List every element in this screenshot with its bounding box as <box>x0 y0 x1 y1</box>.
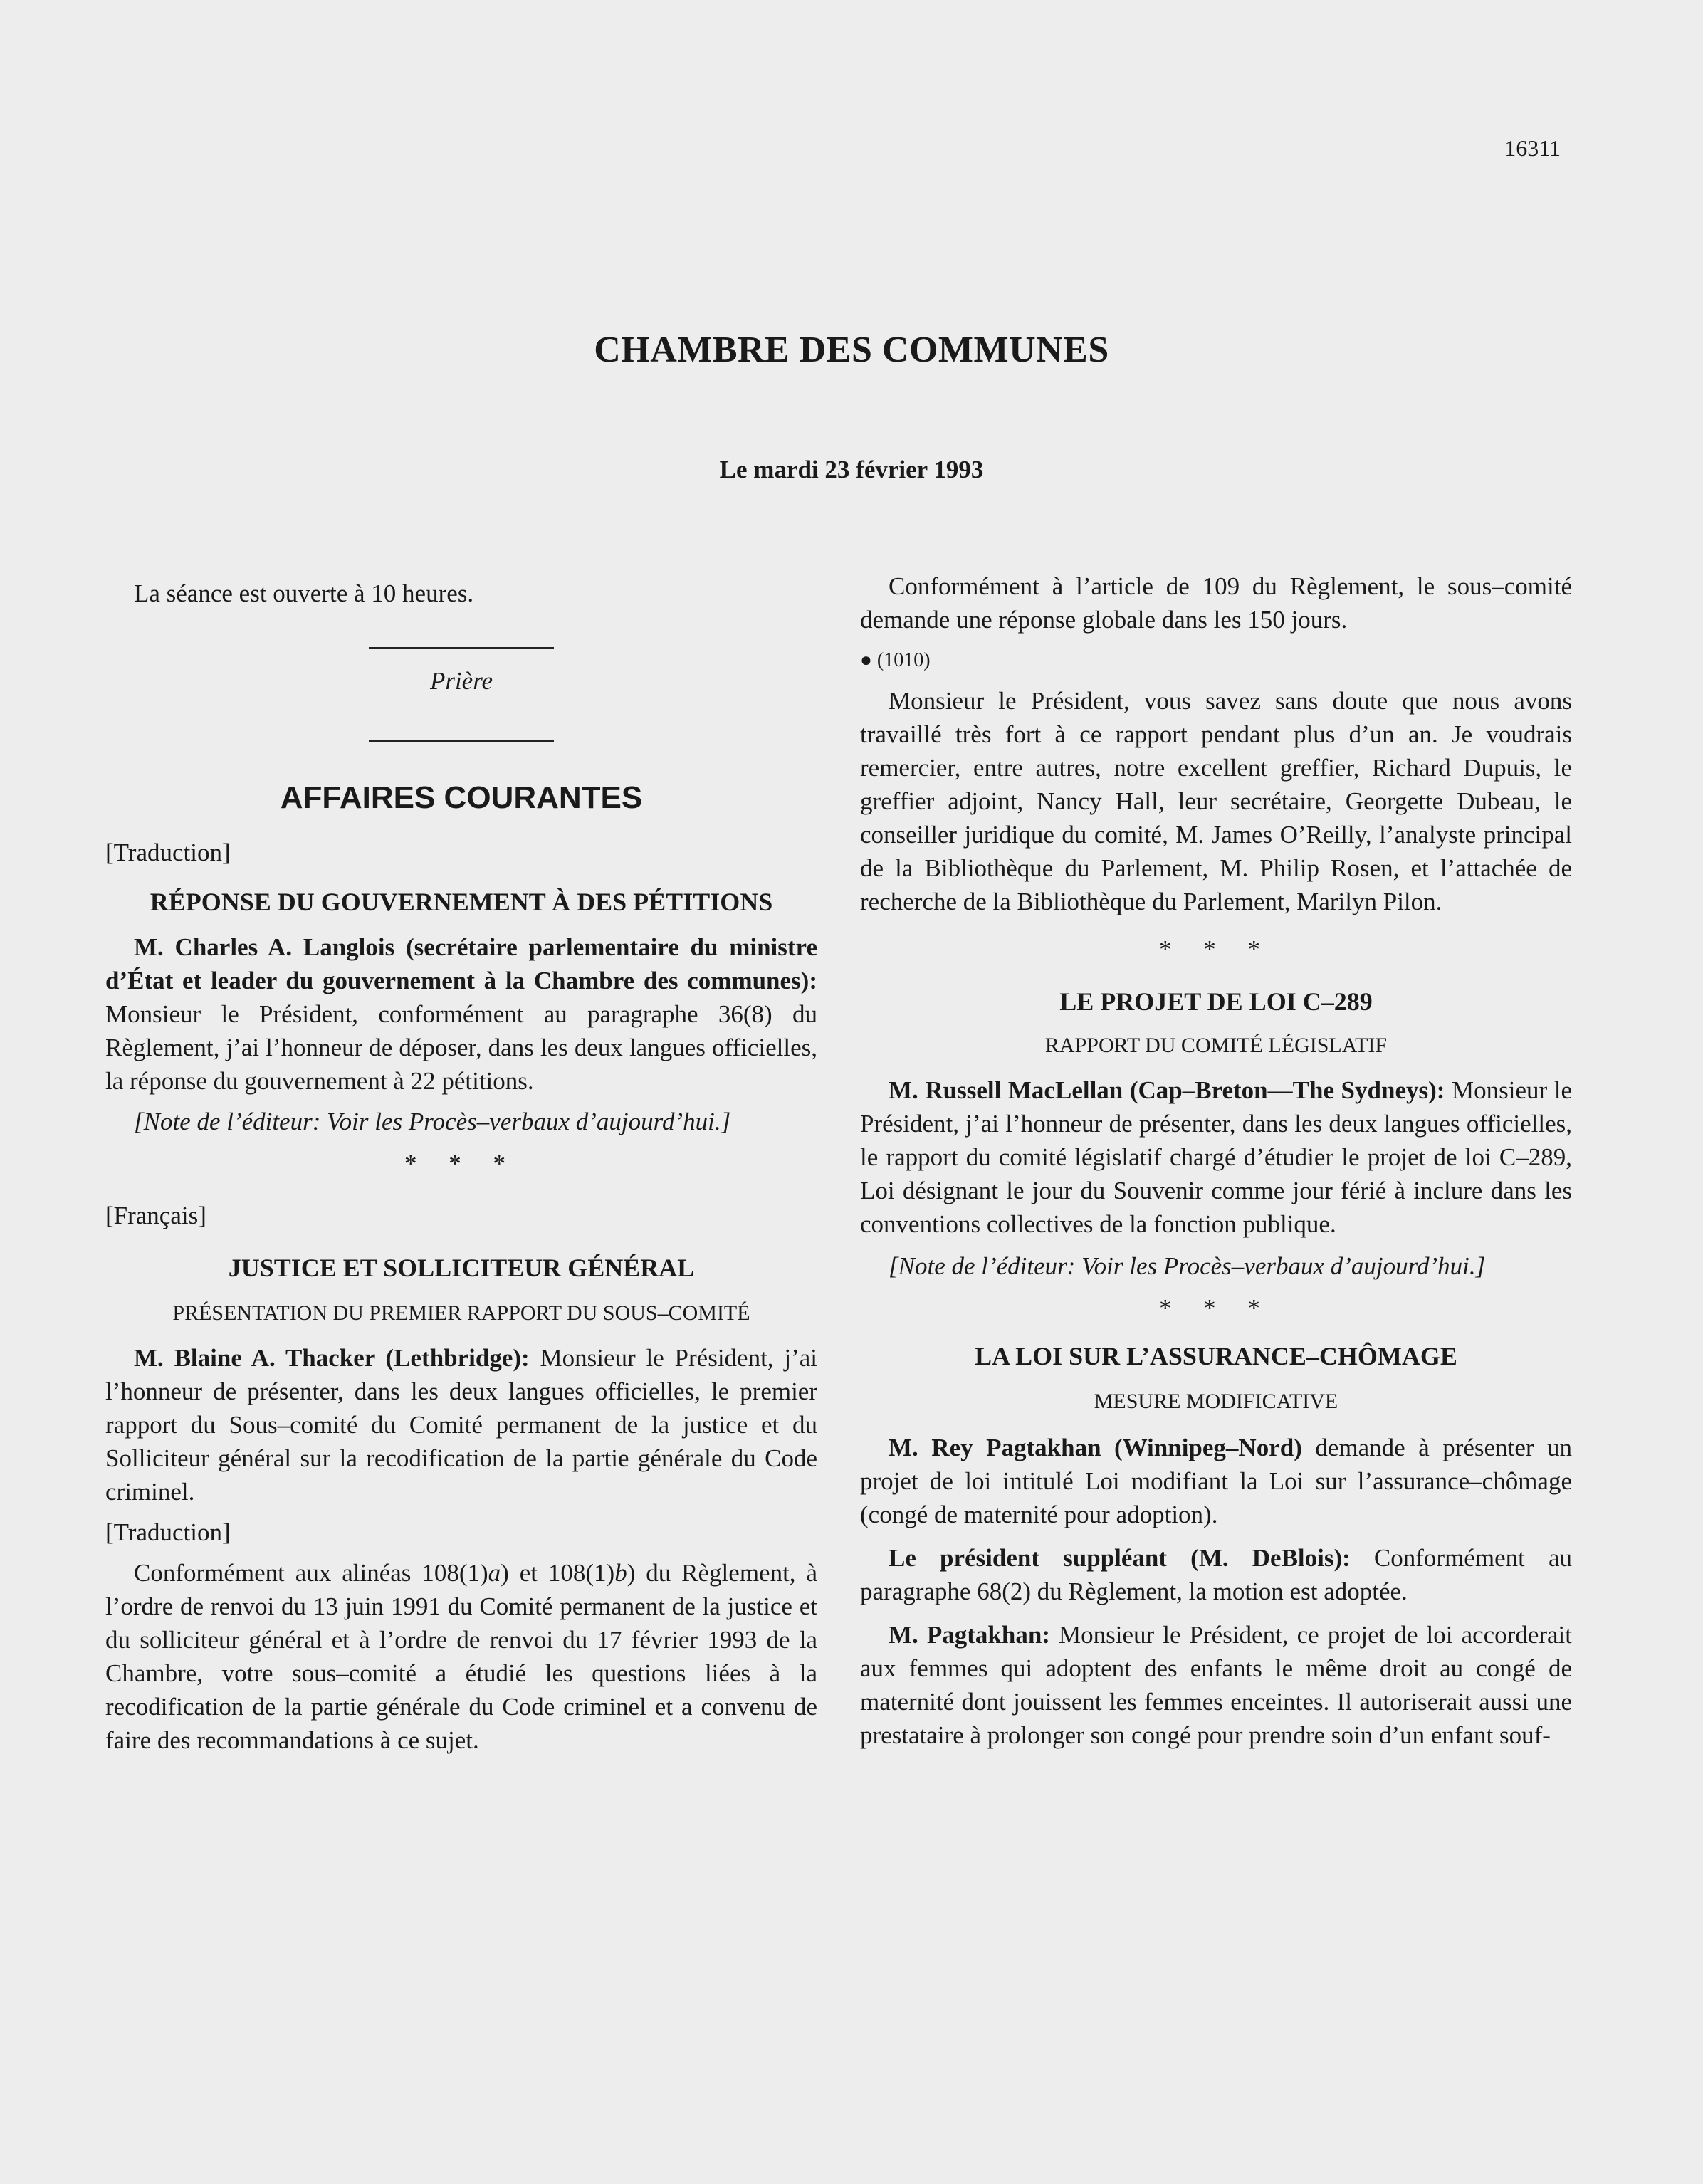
heading-reponse: RÉPONSE DU GOUVERNEMENT À DES PÉTITIONS <box>150 888 773 916</box>
page-number: 16311 <box>1504 135 1561 161</box>
editor-note: [Note de l’éditeur: Voir les Procès–verbaux d’aujourd’hui.] <box>134 1108 731 1135</box>
pagtakhan-statement <box>860 1618 1572 1752</box>
statement-text: Monsieur le Président, ce projet de loi accorderait aux femmes qui adoptent des enfants le même droit au congé de maternité dont jouissent les femmes enceintes. Il autoriserait aussi une prestataire à prolonger son congé pour prendre soin d’un enfant souf- <box>860 1621 1572 1749</box>
statement-text: Conformément au paragraphe 68(2) du Règlement, la motion est adoptée. <box>860 1544 1572 1605</box>
opening-text: La séance est ouverte à 10 heures. <box>134 579 474 607</box>
section-separator: * * * <box>404 1150 518 1177</box>
language-tag: [Français] <box>105 1202 206 1229</box>
speaker-name: M. Pagtakhan: <box>889 1621 1050 1649</box>
editor-note: [Note de l’éditeur: Voir les Procès–verbaux d’aujourd’hui.] <box>889 1252 1486 1280</box>
heading-justice: JUSTICE ET SOLLICITEUR GÉNÉRAL <box>228 1254 695 1282</box>
statement-text: Monsieur le Président, j’ai l’honneur de présenter, dans les deux langues officielles, le premier rapport du Sous–comité du Comité permanent de la justice et du Solliciteur général sur la recodification de la partie générale du Code criminel. <box>105 1344 818 1506</box>
pagtakhan-motion <box>860 1431 1572 1531</box>
translation-tag: [Traduction] <box>105 1518 231 1546</box>
divider <box>369 740 554 742</box>
speaker-name: M. Rey Pagtakhan (Winnipeg–Nord) <box>889 1434 1302 1461</box>
subheading-mesure: MESURE MODIFICATIVE <box>1094 1390 1338 1413</box>
speaker-name: M. Charles A. Langlois (secrétaire parlementaire du ministre d’État et leader du gouvernement à la Chambre des communes): <box>105 933 817 994</box>
section-heading-affaires: AFFAIRES COURANTES <box>280 780 643 815</box>
langlois-statement <box>105 930 817 1098</box>
maclellan-statement <box>860 1073 1572 1241</box>
subheading-rapport: RAPPORT DU COMITÉ LÉGISLATIF <box>1044 1034 1388 1057</box>
statement-text: Monsieur le Président, conformément au paragraphe 36(8) du Règlement, j’ai l’honneur de déposer, dans les deux langues officielles, la réponse du gouvernement à 22 pétitions. <box>105 1000 817 1095</box>
right-column <box>860 569 1572 1752</box>
translation-tag: [Traduction] <box>105 839 231 866</box>
heading-assurance: LA LOI SUR L’ASSURANCE–CHÔMAGE <box>975 1342 1457 1370</box>
heading-c289: LE PROJET DE LOI C–289 <box>1059 987 1373 1016</box>
section-separator: * * * <box>1159 935 1273 963</box>
divider <box>369 647 554 649</box>
speaker-name: M. Russell MacLellan (Cap–Breton—The Sydneys): <box>889 1076 1445 1104</box>
section-separator: * * * <box>1159 1294 1273 1322</box>
subheading-presentation: PRÉSENTATION DU PREMIER RAPPORT DU SOUS–COMITÉ <box>172 1301 750 1325</box>
time-marker: ● (1010) <box>860 649 931 671</box>
left-column <box>105 569 817 1757</box>
prayer-label: Prière <box>429 667 493 695</box>
thacker-statement <box>105 1341 817 1508</box>
speaker-name: Le président suppléant (M. DeBlois): <box>889 1544 1351 1572</box>
statement-text: demande à présenter un projet de loi intitulé Loi modifiant la Loi sur l’assurance–chômage (congé de maternité pour adoption). <box>860 1434 1573 1528</box>
statement-text: Monsieur le Président, j’ai l’honneur de présenter, dans les deux langues officielles, le rapport du comité législatif chargé d’étudier le projet de loi C–289, Loi désignant le jour du Souvenir comme jour férié à inclure dans les conventions collectives de la fonction publique. <box>860 1076 1572 1238</box>
speaker-name: M. Blaine A. Thacker (Lethbridge): <box>134 1344 530 1372</box>
deblois-statement <box>860 1541 1572 1608</box>
sitting-date: Le mardi 23 février 1993 <box>719 456 984 483</box>
conformement-paragraph: Conformément aux alinéas 108(1)a) et 108(1)b) du Règlement, à l’ordre de renvoi du 13 juin 1991 du Comité permanent de la justice et du solliciteur général et à l’ordre de renvoi du 17 février 1993 de la Chambre, votre sous–comité a étudié les questions liées à la recodification de la partie générale du Code criminel et a convenu de faire des recommandations à ce sujet. <box>105 1559 817 1754</box>
page-title: CHAMBRE DES COMMUNES <box>594 330 1109 370</box>
article-109-paragraph: Conformément à l’article de 109 du Règlement, le sous–comité demande une réponse globale dans les 150 jours. <box>860 572 1572 634</box>
thanks-paragraph: Monsieur le Président, vous savez sans doute que nous avons travaillé très fort à ce rapport pendant plus d’un an. Je voudrais remercier, entre autres, notre excellent greffier, Richard Dupuis, le greffier adjoint, Nancy Hall, leur secrétaire, Georgette Dubeau, le conseiller juridique du comité, M. James O’Reilly, l’analyste principal de la Bibliothèque du Parlement, M. Philip Rosen, et l’attachée de recherche de la Bibliothèque du Parlement, Marilyn Pilon. <box>860 687 1572 915</box>
